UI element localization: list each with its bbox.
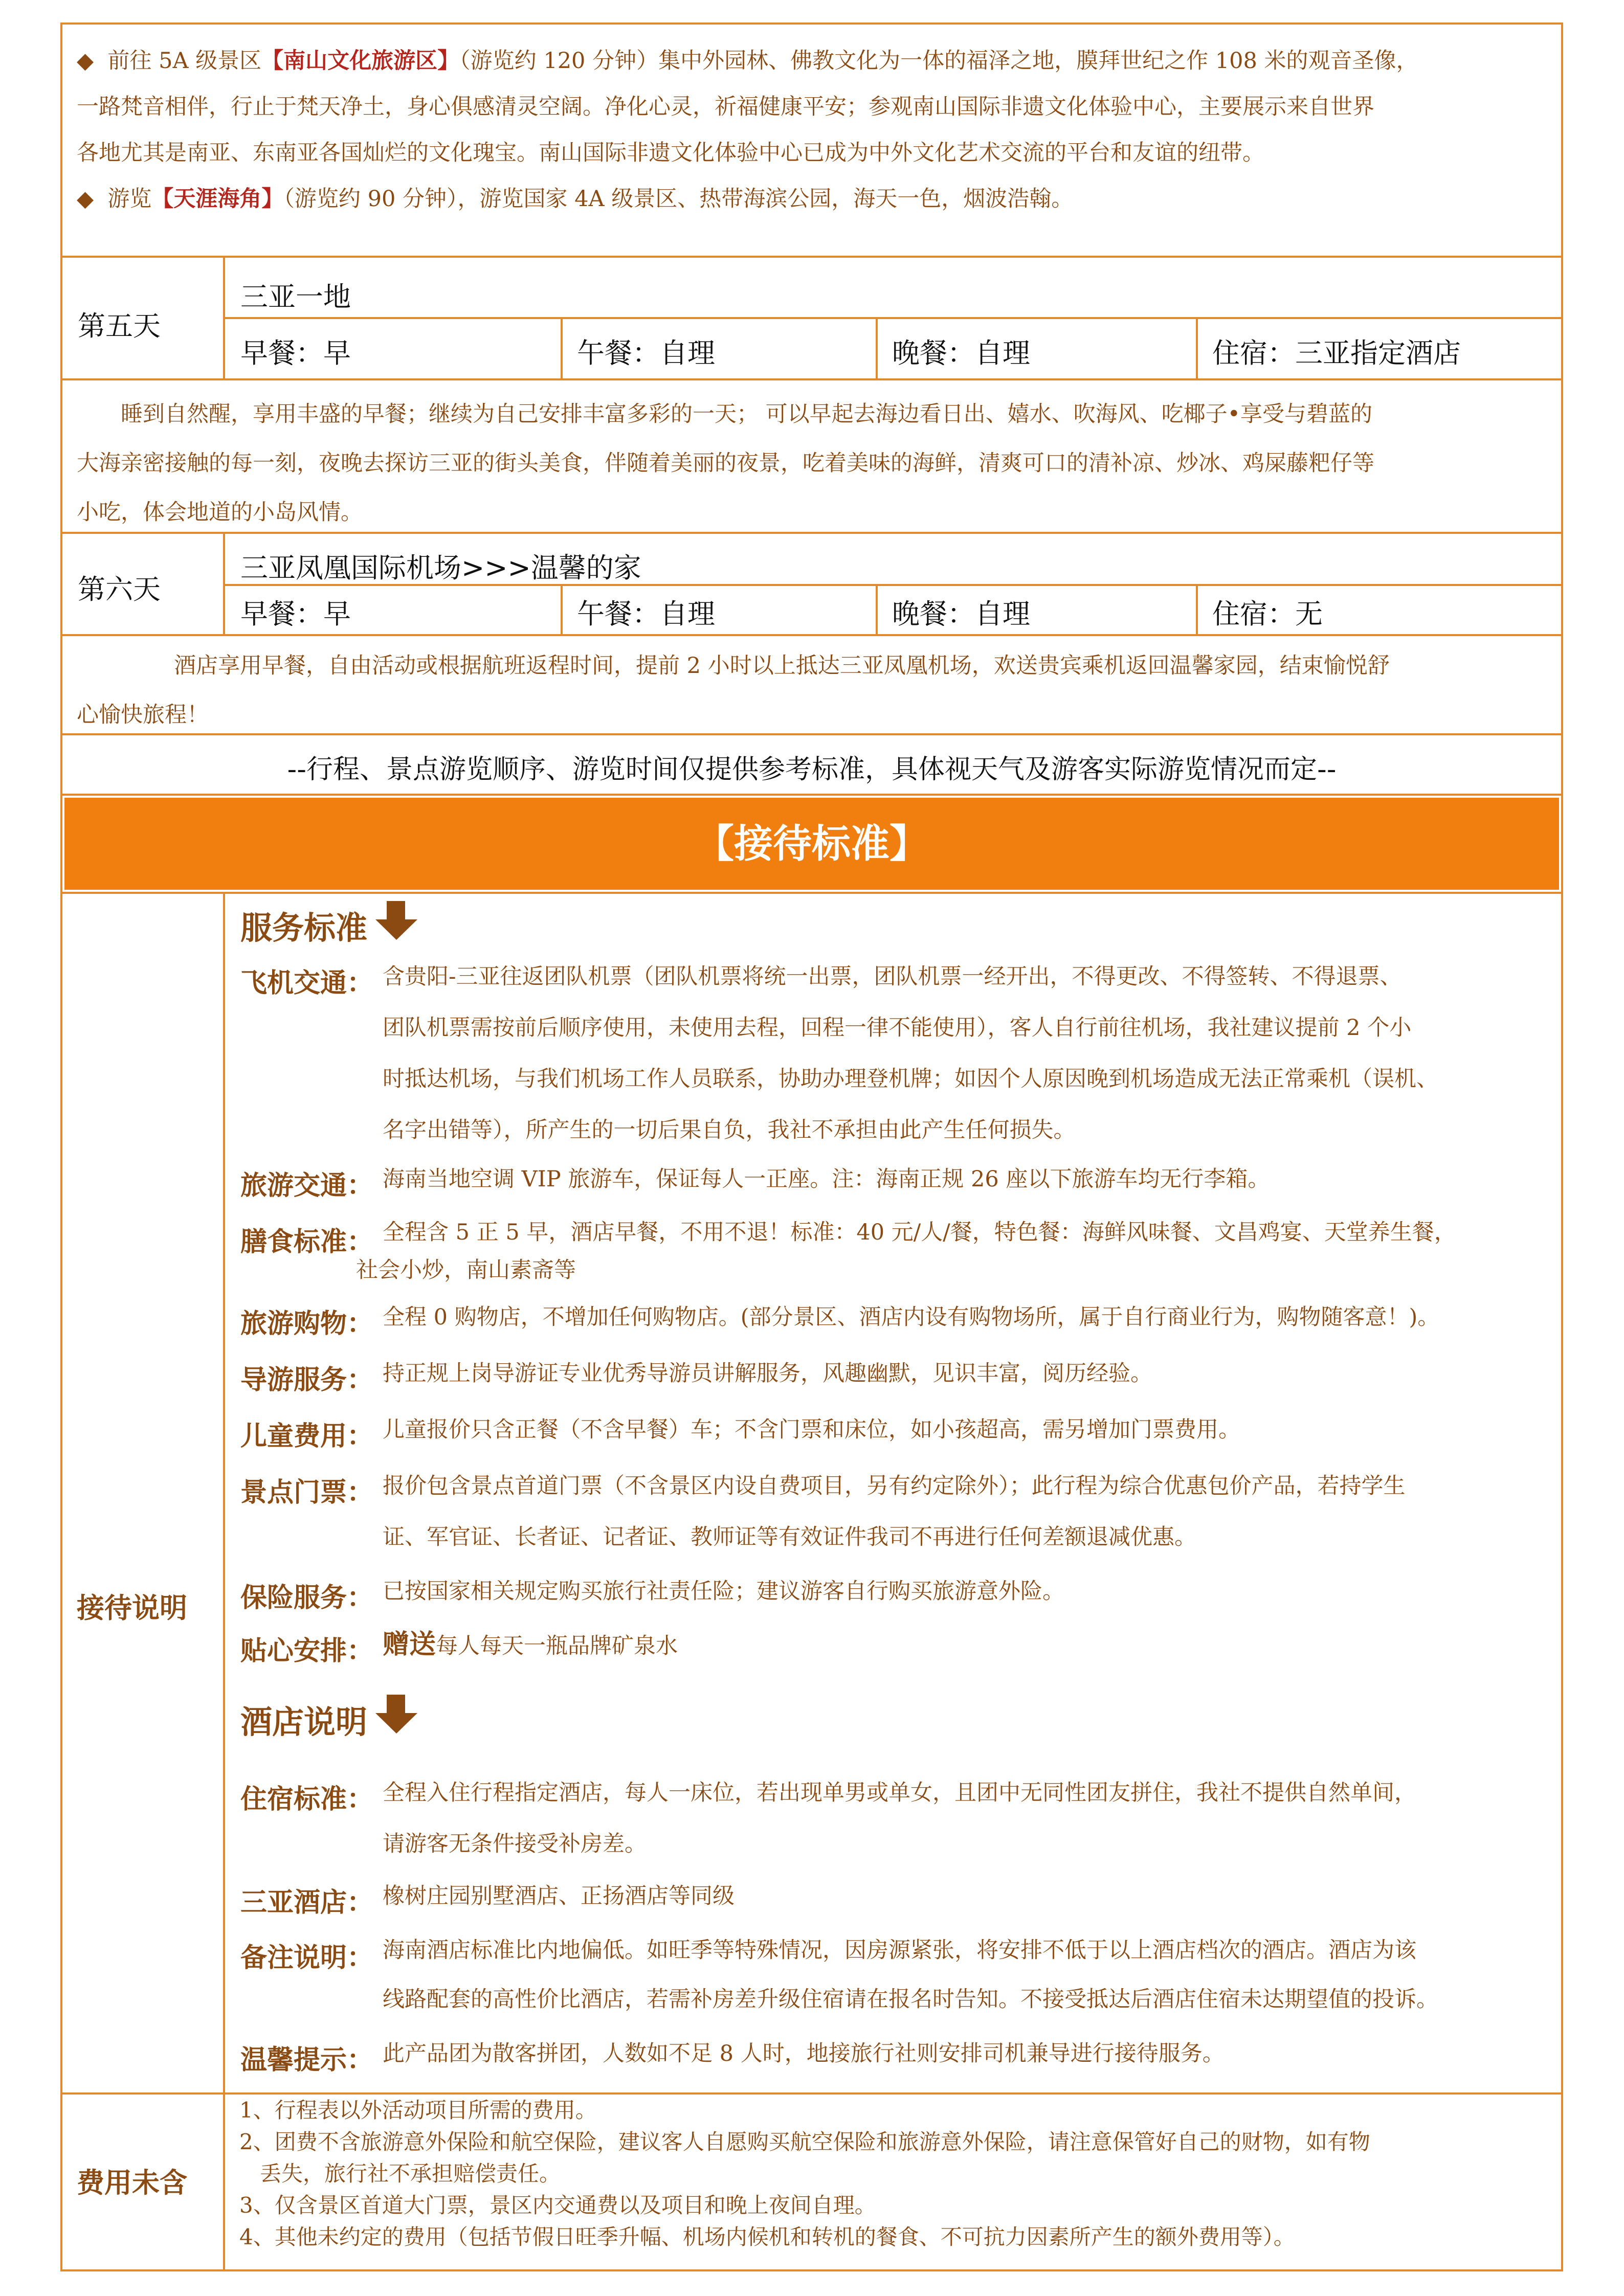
bus-label: 旅游交通：	[240, 1170, 374, 1201]
day6-description: 酒店享用早餐，自由活动或根据航班返程时间，提前 2 小时以上抵达三亚凤凰机场，欢送贵宾乘机返回温馨家园，结束愉悦舒 心愉快旅程！	[77, 653, 1390, 728]
list-item: 3、仅含景区首道大门票，景区内交通费以及项目和晚上夜间自理。	[239, 2193, 876, 2218]
tip-text: 此产品团为散客拼团，人数如不足 8 人时，地接旅行社则安排司机兼导进行接待服务。	[383, 2041, 1225, 2066]
divider	[876, 317, 878, 378]
ticket-text: 报价包含景点首道门票（不含景区内设自费项目，另有约定除外）；此行程为综合优惠包价产品，若持学生 证、军官证、长者证、记者证、教师证等有效证件我司不再进行任何差额退减优惠。	[383, 1473, 1406, 1550]
divider	[561, 317, 563, 378]
tianya-highlight: 【天涯海角】	[151, 186, 284, 212]
divider	[223, 892, 225, 2092]
divider	[60, 532, 1563, 534]
stay-standard-text: 全程入住行程指定酒店，每人一床位，若出现单男或单女，且团中无同性团友拼住，我社不提供自然单间， 请游客无条件接受补房差。	[383, 1780, 1416, 1857]
list-item: 4、其他未约定的费用（包括节假日旺季升幅、机场内候机和转机的餐食、不可抗力因素所产生的额外费用等）。	[239, 2224, 1295, 2249]
day6-dinner: 晚餐：自理	[892, 598, 1030, 630]
bus-text: 海南当地空调 VIP 旅游车，保证每人一正座。注：海南正规 26 座以下旅游车均无行李箱。	[383, 1166, 1270, 1192]
bullet-icon: ◆	[77, 186, 94, 212]
divider	[60, 634, 1563, 636]
service-standard-title: 服务标准	[240, 909, 368, 947]
child-text: 儿童报价只含正餐（不含早餐）车；不含门票和床位，如小孩超高，需另增加门票费用。	[383, 1417, 1240, 1443]
divider	[561, 584, 563, 634]
day5-description: 睡到自然醒，享用丰盛的早餐；继续为自己安排丰富多彩的一天； 可以早起去海边看日出、嬉水、吹海风、吃椰子•享受与碧蓝的 大海亲密接触的每一刻，夜晚去探访三亚的街头美食，伴随着美丽的夜景，吃着美味的海鲜，清爽可口的清补凉、炒冰、鸡屎藤粑仔等 小吃，体会地道的小岛风情。	[77, 401, 1374, 525]
reception-standard-banner: 【接待标准】	[64, 798, 1559, 890]
guide-label: 导游服务：	[240, 1365, 374, 1395]
reception-side-label: 接待说明	[77, 1592, 187, 1624]
divider	[60, 892, 1563, 894]
insurance-text: 已按国家相关规定购买旅行社责任险；建议游客自行购买旅游意外险。	[383, 1579, 1064, 1604]
day6-stay: 住宿：无	[1212, 598, 1323, 630]
list-item: 2、团费不含旅游意外保险和航空保险，建议客人自愿购买航空保险和旅游意外保险，请注意保管好自己的财物，如有物	[239, 2129, 1370, 2154]
care-label: 贴心安排：	[240, 1636, 374, 1667]
down-arrow-icon	[373, 900, 419, 941]
exclusions-side-label: 费用未含	[77, 2167, 187, 2199]
list-item: 丢失，旅行社不承担赔偿责任。	[260, 2161, 561, 2186]
stay-standard-label: 住宿标准：	[240, 1784, 374, 1815]
day5-lunch: 午餐：自理	[577, 337, 715, 369]
guide-text: 持正规上岗导游证专业优秀导游员讲解服务，风趣幽默，见识丰富，阅历经验。	[383, 1361, 1152, 1386]
itinerary-note: --行程、景点游览顺序、游览时间仅提供参考标准，具体视天气及游客实际游览情况而定--	[287, 754, 1337, 785]
day4-paragraph-1: ◆ 前往 5A 级景区【南山文化旅游区】（游览约 120 分钟）集中外园林、佛教文化为一体的福泽之地，膜拜世纪之作 108 米的观音圣像， 一路梵音相伴，行止于梵天净土，身心俱感清灵空阔。净化心灵，祈福健康平安；参观南山国际非遗文化体验中心，主要展示来自世界 各地尤其是南亚、东南亚各国灿烂的文化瑰宝。南山国际非遗文化体验中心已成为中外文化艺术交流的平台和友谊的纽带。 ◆ 游览【天涯海角】（游览约 90 分钟），游览国家 4A 级景区、热带海滨公园，海天一色，烟波浩翰。	[77, 48, 1418, 212]
remark-label: 备注说明：	[240, 1943, 374, 1973]
exclusions-list	[239, 2095, 1549, 2253]
day5-stay: 住宿：三亚指定酒店	[1212, 337, 1461, 369]
child-label: 儿童费用：	[240, 1421, 374, 1452]
remark-text: 海南酒店标准比内地偏低。如旺季等特殊情况，因房源紧张，将安排不低于以上酒店档次的酒店。酒店为该 线路配套的高性价比酒店，若需补房差升级住宿请在报名时告知。不接受抵达后酒店住宿未达期望值的投诉。	[383, 1938, 1438, 2012]
divider	[223, 2092, 225, 2271]
nanshan-highlight: 【南山文化旅游区】	[261, 48, 460, 74]
meal-text: 全程含 5 正 5 早，酒店早餐，不用不退！标准：40 元/人/餐，特色餐：海鲜风味餐、文昌鸡宴、天堂养生餐， 社会小炒，南山素斋等	[356, 1220, 1456, 1283]
divider	[1196, 584, 1198, 634]
divider	[876, 584, 878, 634]
divider	[60, 733, 1563, 735]
divider	[223, 317, 1563, 319]
divider	[223, 584, 1563, 586]
sanya-hotel-text: 橡树庄园别墅酒店、正扬酒店等同级	[383, 1883, 735, 1909]
day5-breakfast: 早餐：早	[240, 337, 351, 369]
bullet-icon: ◆	[77, 48, 94, 74]
divider	[60, 256, 1563, 258]
sanya-hotel-label: 三亚酒店：	[240, 1887, 374, 1918]
list-item: 1、行程表以外活动项目所需的费用。	[239, 2098, 597, 2123]
care-text: 赠送每人每天一瓶品牌矿泉水	[383, 1629, 678, 1660]
divider	[1196, 317, 1198, 378]
tip-label: 温馨提示：	[240, 2045, 374, 2076]
day6-label: 第六天	[78, 573, 161, 605]
day5-route: 三亚一地	[240, 281, 351, 313]
day6-lunch: 午餐：自理	[577, 598, 715, 630]
meal-label: 膳食标准：	[240, 1227, 374, 1257]
divider	[60, 378, 1563, 380]
down-arrow-icon	[373, 1694, 419, 1735]
day5-label: 第五天	[78, 310, 161, 342]
divider	[60, 794, 1563, 796]
day5-dinner: 晚餐：自理	[892, 337, 1030, 369]
insurance-label: 保险服务：	[240, 1583, 374, 1613]
day6-route: 三亚凤凰国际机场>>>温馨的家	[240, 552, 641, 584]
flight-label: 飞机交通：	[240, 968, 374, 999]
hotel-info-title: 酒店说明	[240, 1703, 368, 1741]
shopping-label: 旅游购物：	[240, 1309, 374, 1339]
ticket-label: 景点门票：	[240, 1477, 374, 1508]
flight-text: 含贵阳-三亚往返团队机票（团队机票将统一出票，团队机票一经开出，不得更改、不得签转、不得退票、 团队机票需按前后顺序使用，未使用去程，回程一律不能使用），客人自行前往机场，我社建议提前 2 个小 时抵达机场，与我们机场工作人员联系，协助办理登机牌；如因个人原因晚到机场造成无法正常乘机（误机、 名字出错等），所产生的一切后果自负，我社不承担由此产生任何损失。	[383, 964, 1438, 1143]
shopping-text: 全程 0 购物店，不增加任何购物店。(部分景区、酒店内设有购物场所，属于自行商业行为，购物随客意！)。	[383, 1304, 1440, 1330]
divider	[223, 532, 225, 634]
day6-breakfast: 早餐：早	[240, 598, 351, 630]
